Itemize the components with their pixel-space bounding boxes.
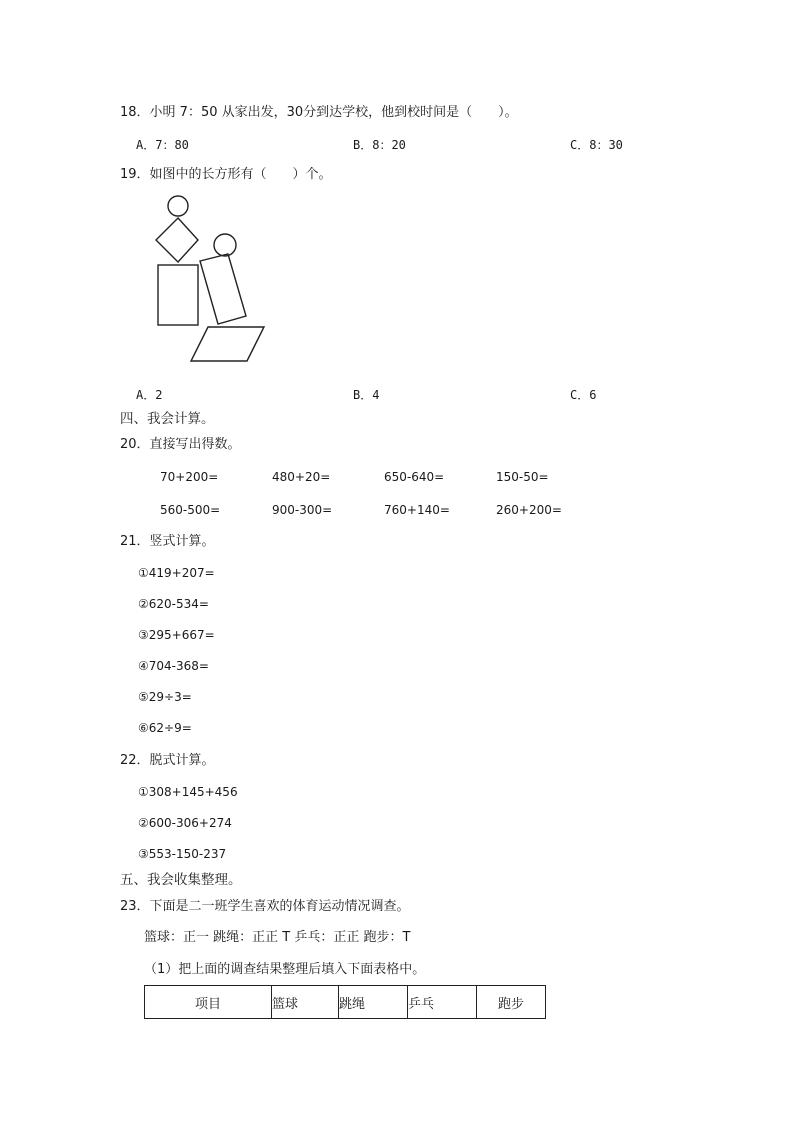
q20-item: 70+200=	[160, 470, 219, 484]
q22-stem: 22．脱式计算。	[120, 753, 215, 768]
section-4-heading: 四、我会计算。	[120, 411, 215, 427]
q18-option-c[interactable]: C．8：30	[570, 138, 623, 152]
section-5-heading: 五、我会收集整理。	[120, 872, 242, 888]
q22-item: ②600-306+274	[138, 816, 232, 830]
q21-item: ③295+667=	[138, 628, 215, 642]
figure-circle-top	[168, 196, 188, 216]
q23-stem: 23．下面是二一班学生喜欢的体育运动情况调查。	[120, 899, 410, 914]
q22-item: ③553-150-237	[138, 847, 227, 861]
q20-item: 760+140=	[384, 503, 450, 517]
q21-stem: 21．竖式计算。	[120, 534, 215, 549]
q19-option-b[interactable]: B．4	[353, 388, 380, 402]
figure-square-diamond	[156, 218, 198, 262]
q19-option-a[interactable]: A．2	[136, 388, 163, 402]
q21-item: ⑤29÷3=	[138, 690, 192, 704]
q21-item: ⑥62÷9=	[138, 721, 192, 735]
q23-survey-results: 篮球：正一 跳绳：正正 T 乒乓：正正 跑步：T	[144, 930, 411, 945]
q18-option-a[interactable]: A．7：80	[136, 138, 189, 152]
q21-item: ②620-534=	[138, 597, 209, 611]
q20-item: 150-50=	[496, 470, 549, 484]
figure-circle-right	[214, 234, 236, 256]
figure-rectangle-upright	[158, 265, 198, 325]
q19-stem: 19．如图中的长方形有（ ）个。	[120, 167, 332, 182]
q20-item: 260+200=	[496, 503, 562, 517]
tally-table	[144, 985, 546, 1019]
q20-item: 560-500=	[160, 503, 221, 517]
q18-stem: 18．小明 7：50 从家出发，30分到达学校，他到校时间是（ ）。	[120, 105, 518, 120]
table-header-row	[145, 986, 546, 1019]
q21-item: ①419+207=	[138, 566, 215, 580]
q18-option-b[interactable]: B．8：20	[353, 138, 406, 152]
q22-item: ①308+145+456	[138, 785, 238, 799]
table-header-cell: 乒乓	[408, 986, 477, 1019]
q20-item: 480+20=	[272, 470, 331, 484]
q21-item: ④704-368=	[138, 659, 209, 673]
q19-option-c[interactable]: C．6	[570, 388, 597, 402]
table-header-cell: 篮球	[272, 986, 339, 1019]
table-header-cell: 项目	[145, 986, 272, 1019]
q20-item: 900-300=	[272, 503, 333, 517]
shapes-figure	[150, 188, 275, 368]
q20-item: 650-640=	[384, 470, 445, 484]
table-header-cell: 跑步	[477, 986, 546, 1019]
q20-stem: 20．直接写出得数。	[120, 437, 241, 452]
figure-rectangle-tilted	[200, 254, 246, 324]
table-header-cell: 跳绳	[339, 986, 408, 1019]
figure-parallelogram	[191, 327, 264, 361]
q23-sub-question-1: （1）把上面的调查结果整理后填入下面表格中。	[144, 962, 426, 977]
